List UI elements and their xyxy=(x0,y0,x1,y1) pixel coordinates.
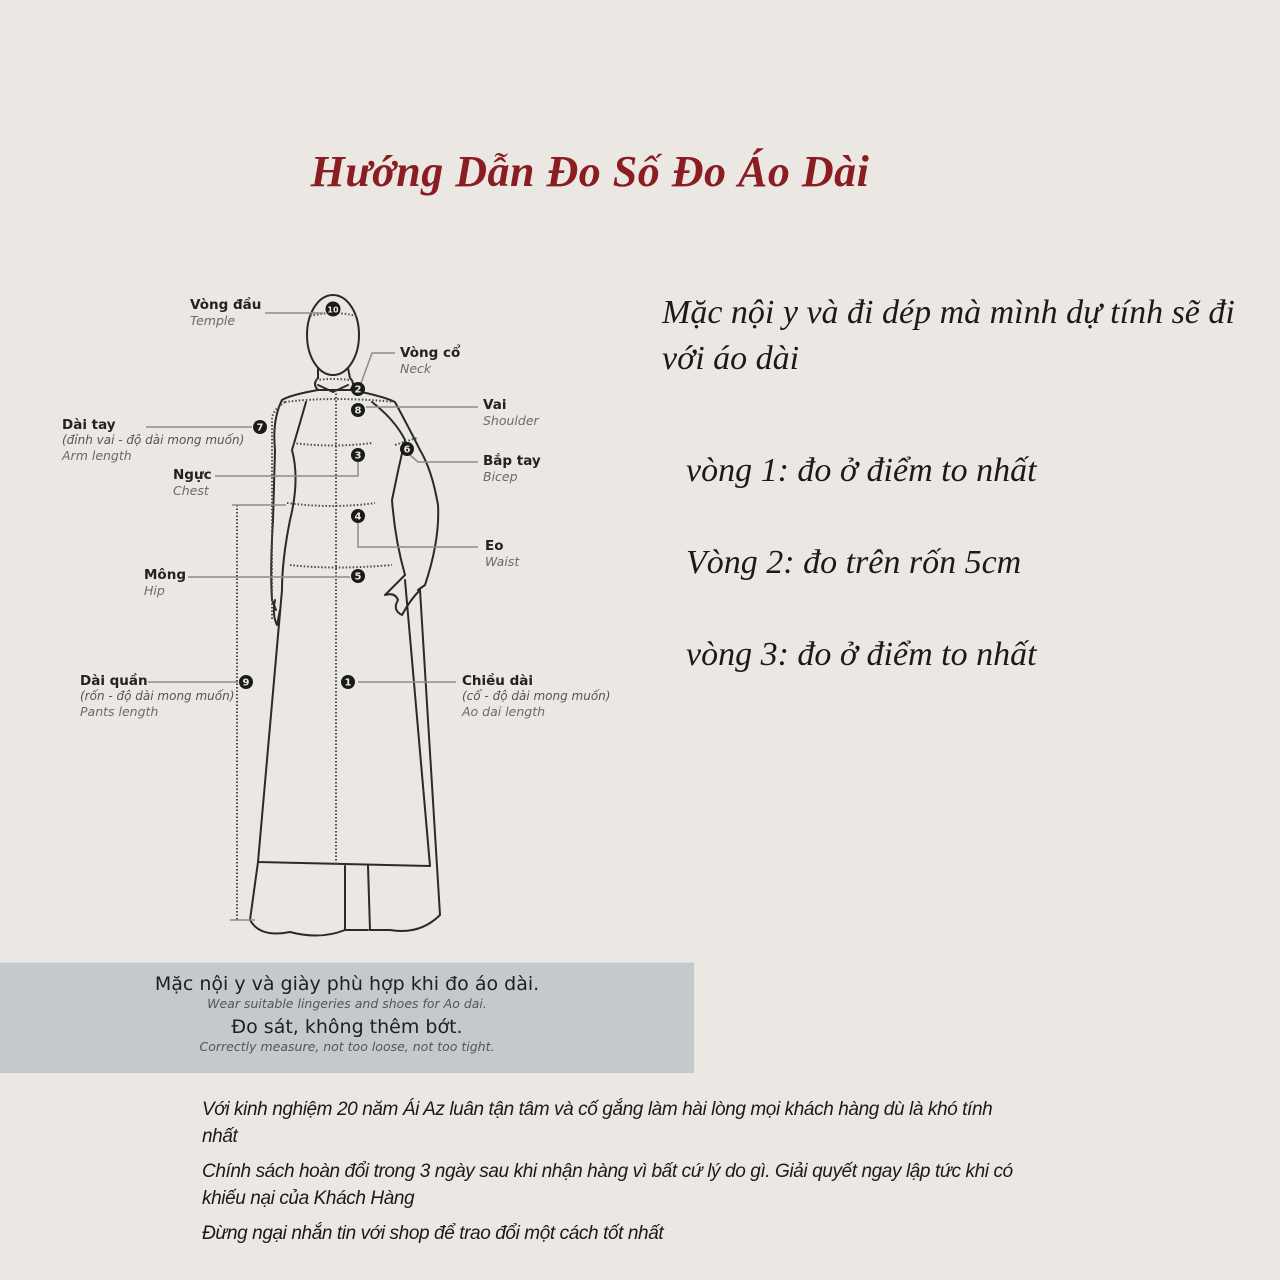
label-en: Temple xyxy=(190,313,236,329)
footer-paragraph-return-policy: Chính sách hoàn đổi trong 3 ngày sau khi nhận hàng vì bất cứ lý do gì. Giải quyết ngay lập tức khi có khiếu nại của Khách Hàng xyxy=(202,1161,1013,1209)
svg-text:2: 2 xyxy=(354,384,362,396)
banner-line-1-en: Wear suitable lingeries and shoes for Ao dai. xyxy=(207,996,487,1011)
svg-text:10: 10 xyxy=(327,305,339,315)
number-markers xyxy=(239,302,414,690)
label-nguc xyxy=(173,467,212,498)
label-en: Ao dai length xyxy=(462,703,546,719)
label-vi: Dài tay xyxy=(62,417,116,433)
marker-3 xyxy=(351,448,365,462)
label-bap-tay xyxy=(483,453,541,484)
rule-vong-3: vòng 3: đo ở điểm to nhất xyxy=(686,636,1037,673)
label-vi: Mông xyxy=(144,567,186,583)
label-vi: Bắp tay xyxy=(483,453,541,469)
footer-paragraph-experience: Với kinh nghiệm 20 năm Ái Az luân tận tâm và cố gắng làm hài lòng mọi khách hàng dù là khó tính nhất xyxy=(202,1099,993,1147)
label-vi: Dài quần xyxy=(80,673,148,689)
marker-2 xyxy=(351,382,365,396)
svg-text:9: 9 xyxy=(242,677,250,689)
label-chieu-dai xyxy=(462,673,610,719)
page-title: Hướng Dẫn Đo Số Đo Áo Dài xyxy=(310,147,870,196)
label-en: Waist xyxy=(485,554,520,570)
rule-vong-2: Vòng 2: đo trên rốn 5cm xyxy=(686,544,1022,581)
figure-outline xyxy=(250,295,440,936)
svg-text:1: 1 xyxy=(344,677,352,689)
measurement-guides xyxy=(237,313,417,920)
marker-9 xyxy=(239,675,253,689)
leader-lines xyxy=(146,313,478,920)
measurement-tips-banner xyxy=(0,962,694,1073)
label-note: (rốn - độ dài mong muốn) xyxy=(80,689,235,704)
rule-vong-1: vòng 1: đo ở điểm to nhất xyxy=(686,452,1037,489)
svg-text:6: 6 xyxy=(403,444,411,456)
label-note: (đỉnh vai - độ dài mong muốn) xyxy=(62,433,245,448)
label-vi: Eo xyxy=(485,538,504,554)
svg-text:4: 4 xyxy=(354,511,362,523)
label-vi: Chiều dài xyxy=(462,673,534,689)
label-vai xyxy=(483,397,539,428)
label-en: Hip xyxy=(144,583,165,599)
marker-7 xyxy=(253,420,267,434)
shop-policy-footer xyxy=(202,1096,1022,1255)
label-en: Bicep xyxy=(483,469,518,485)
label-en: Shoulder xyxy=(483,413,539,429)
label-vi: Ngực xyxy=(173,467,212,483)
label-dai-tay xyxy=(62,417,244,463)
svg-text:7: 7 xyxy=(256,422,264,434)
label-dai-quan xyxy=(80,673,234,719)
banner-line-2-en: Correctly measure, not too loose, not too tight. xyxy=(199,1039,495,1054)
label-vong-co xyxy=(400,345,460,376)
svg-text:8: 8 xyxy=(354,405,362,417)
label-eo xyxy=(485,538,519,569)
footer-paragraph-contact: Đừng ngại nhắn tin với shop để trao đổi một cách tốt nhất xyxy=(202,1223,664,1244)
svg-text:3: 3 xyxy=(354,450,362,462)
label-mong xyxy=(144,567,186,598)
label-en: Chest xyxy=(173,483,209,499)
label-en: Neck xyxy=(400,361,432,377)
label-vi: Vòng đầu xyxy=(190,297,262,313)
label-vi: Vai xyxy=(483,397,507,413)
label-vong-dau xyxy=(190,297,261,328)
marker-5 xyxy=(351,569,365,583)
label-vi: Vòng cổ xyxy=(400,345,461,361)
banner-line-2-vi: Đo sát, không thêm bớt. xyxy=(231,1016,463,1038)
svg-text:5: 5 xyxy=(354,571,362,583)
marker-1 xyxy=(341,675,355,689)
instructions-intro: Mặc nội y và đi dép mà mình dự tính sẽ đi với áo dài xyxy=(662,294,1235,377)
label-en: Arm length xyxy=(62,447,132,463)
marker-8 xyxy=(351,403,365,417)
label-note: (cổ - độ dài mong muốn) xyxy=(462,689,611,704)
marker-4 xyxy=(351,509,365,523)
banner-line-1-vi: Mặc nội y và giày phù hợp khi đo áo dài. xyxy=(154,973,540,995)
label-en: Pants length xyxy=(80,703,159,719)
marker-6 xyxy=(400,442,414,456)
marker-10 xyxy=(326,302,341,317)
